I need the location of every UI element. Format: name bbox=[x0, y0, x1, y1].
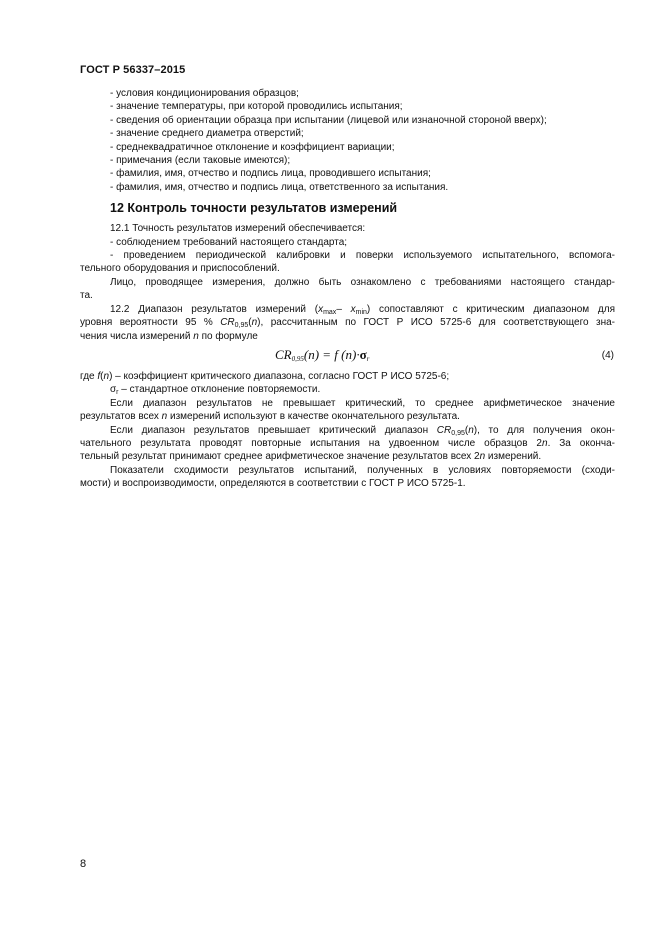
paragraph-12-2 bbox=[80, 303, 615, 343]
list-item: - фамилия, имя, отчество и подпись лица, проводившего испытания; bbox=[110, 168, 431, 180]
paragraph-line: та. bbox=[80, 290, 93, 302]
formula-expression: $CR_{0,95}(n) = f$ $(n)\cdot\sigma_r$ bbox=[275, 346, 370, 363]
list-item: - сведения об ориентации образца при испытании (лицевой или изнаночной стороной вверх); bbox=[110, 114, 547, 126]
section-heading: 12 Контроль точности результатов измерений bbox=[110, 201, 398, 216]
paragraph-line: Лицо, проводящее измерения, должно быть ознакомлено с требованиями настоящего стандар- bbox=[110, 276, 615, 288]
paragraph-line: мости) и воспроизводимости, определяются в соответствии с ГОСТ Р ИСО 5725-1. bbox=[80, 478, 466, 490]
page-number: 8 bbox=[80, 858, 87, 870]
paragraph-not-exceeding bbox=[80, 397, 615, 424]
list-item: - значение температуры, при которой проводились испытания; bbox=[110, 101, 403, 113]
paragraph-line: 12.1 Точность результатов измерений обеспечивается: bbox=[110, 223, 366, 235]
list-item: - примечания (если таковые имеются); bbox=[110, 155, 291, 167]
paragraph-line: чения числа измерений n по формуле bbox=[80, 330, 258, 342]
paragraph-line: уровня вероятности 95 % $CR_{0,95}(n)$, рассчитанным по ГОСТ Р ИСО 5725-6 для соответствующего зна- bbox=[80, 317, 615, 330]
paragraph-line: где f(n) – коэффициент критического диапазона, согласно ГОСТ Р ИСО 5725-6; bbox=[80, 370, 450, 382]
paragraph-line: результатов всех n измерений используют в качестве окончательного результата. bbox=[80, 411, 460, 423]
formula-legend bbox=[80, 370, 615, 397]
formula-4 bbox=[80, 346, 615, 368]
list-item: - значение среднего диаметра отверстий; bbox=[110, 128, 304, 140]
report-contents-list bbox=[80, 87, 615, 194]
list-item: - условия кондиционирования образцов; bbox=[110, 88, 299, 99]
document-header: ГОСТ Р 56337–2015 bbox=[80, 64, 186, 76]
paragraph-line: Если диапазон результатов превышает критический диапазон $CR_{0,95}(n)$, то для получения окон- bbox=[110, 424, 615, 437]
paragraph-line: Показатели сходимости результатов испытаний, полученных в условиях повторяемости (сходи- bbox=[110, 464, 615, 476]
paragraph-line: - соблюдением требований настоящего стандарта; bbox=[110, 236, 348, 248]
paragraph-repeatability bbox=[80, 464, 615, 491]
paragraph-line: $\sigma_r$ – стандартное отклонение повторяемости. bbox=[110, 384, 321, 397]
paragraph-line: Если диапазон результатов не превышает критический, то среднее арифметическое значение bbox=[110, 397, 615, 409]
paragraph-line: тельный результат принимают среднее арифметическое значение результатов всех 2n измерений. bbox=[80, 451, 542, 463]
list-item: - среднеквадратичное отклонение и коэффициент вариации; bbox=[110, 141, 395, 153]
paragraph-line: тельного оборудования и приспособлений. bbox=[80, 263, 280, 275]
document-body bbox=[80, 87, 615, 491]
formula-number: (4) bbox=[601, 349, 614, 361]
paragraph-line: чательного результата проводят повторные испытания на удвоенном числе образцов 2n. За оконча- bbox=[80, 437, 616, 449]
paragraph-line: 12.2 Диапазон результатов измерений ($x_{max}-$ $x_{min}$) сопоставляют с критическим диапазоном для bbox=[110, 303, 615, 316]
paragraph-line: - проведением периодической калибровки и поверки используемого испытательного, вспомога- bbox=[110, 250, 615, 262]
paragraph-12-1 bbox=[80, 222, 615, 302]
paragraph-exceeding bbox=[80, 424, 615, 464]
list-item: - фамилия, имя, отчество и подпись лица, ответственного за испытания. bbox=[110, 181, 449, 193]
